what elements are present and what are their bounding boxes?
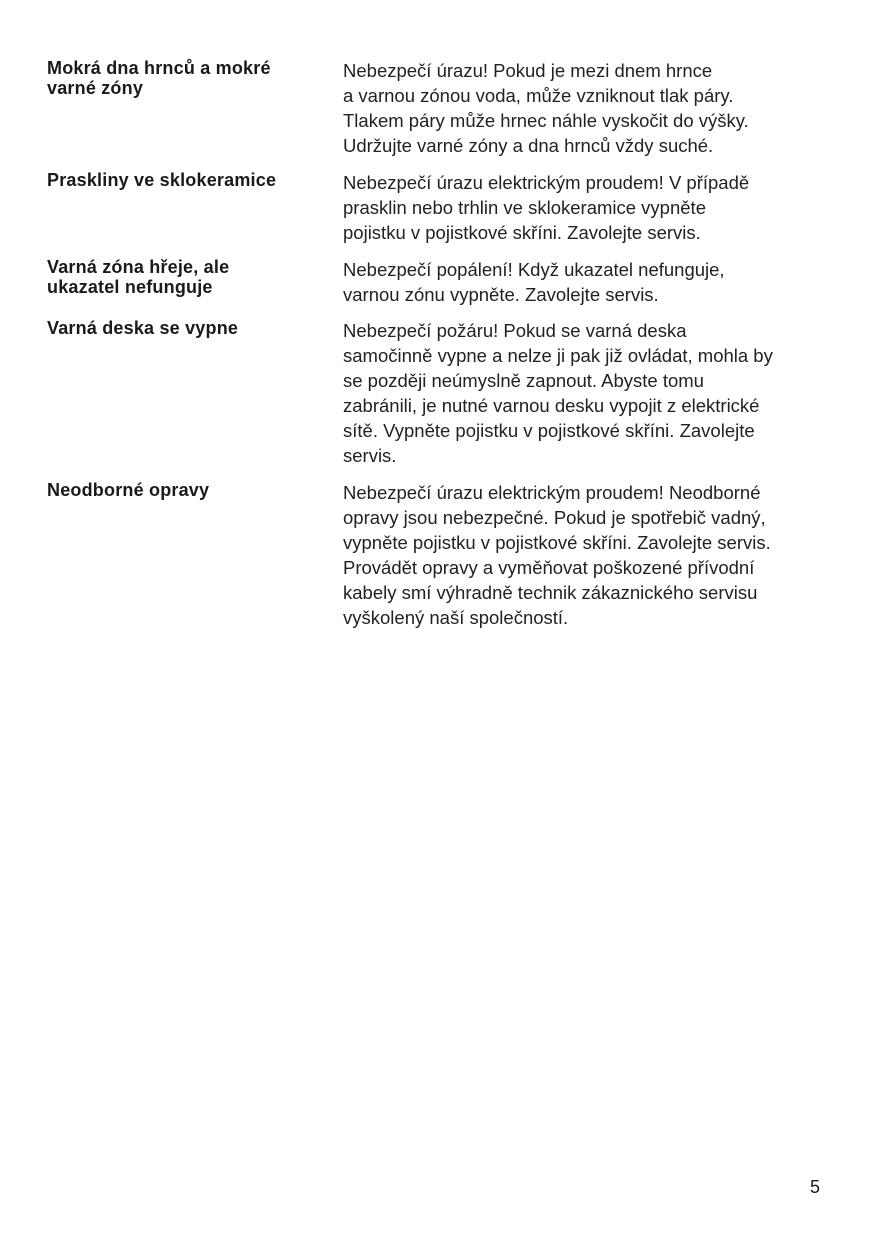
entry-text bbox=[343, 170, 838, 245]
entry-heading bbox=[47, 318, 327, 338]
entry-text bbox=[343, 318, 838, 468]
entry-heading bbox=[47, 58, 327, 98]
heading-line: ukazatel nefunguje bbox=[47, 277, 213, 297]
text-line: a varnou zónou voda, může vzniknout tlak páry. bbox=[343, 85, 734, 106]
heading-line: Varná deska se vypne bbox=[47, 318, 239, 338]
text-line: Nebezpečí popálení! Když ukazatel nefunguje, bbox=[343, 259, 725, 280]
entry-text bbox=[343, 257, 838, 307]
text-line: samočinně vypne a nelze ji pak již ovládat, mohla by bbox=[343, 345, 773, 366]
text-line: Nebezpečí úrazu! Pokud je mezi dnem hrnce bbox=[343, 60, 713, 81]
text-line: Tlakem páry může hrnec náhle vyskočit do výšky. bbox=[343, 110, 749, 131]
text-line: opravy jsou nebezpečné. Pokud je spotřebič vadný, bbox=[343, 507, 766, 528]
text-line: Provádět opravy a vyměňovat poškozené přívodní bbox=[343, 557, 755, 578]
heading-line: Praskliny ve sklokeramice bbox=[47, 170, 277, 190]
text-line: Nebezpečí úrazu elektrickým proudem! V případě bbox=[343, 172, 750, 193]
text-line: servis. bbox=[343, 445, 397, 466]
page-number: 5 bbox=[809, 1177, 820, 1197]
text-line: varnou zónu vypněte. Zavolejte servis. bbox=[343, 284, 659, 305]
heading-line: varné zóny bbox=[47, 78, 144, 98]
entry-heading bbox=[47, 480, 327, 500]
entry-heading bbox=[47, 170, 327, 190]
text-line: vyškolený naší společností. bbox=[343, 607, 569, 628]
heading-line: Mokrá dna hrnců a mokré bbox=[47, 58, 271, 78]
heading-line: Neodborné opravy bbox=[47, 480, 210, 500]
text-line: Nebezpečí požáru! Pokud se varná deska bbox=[343, 320, 687, 341]
entry-heading bbox=[47, 257, 327, 297]
text-line: Nebezpečí úrazu elektrickým proudem! Neodborné bbox=[343, 482, 761, 503]
heading-line: Varná zóna hřeje, ale bbox=[47, 257, 230, 277]
text-line: se později neúmyslně zapnout. Abyste tomu bbox=[343, 370, 704, 391]
text-line: prasklin nebo trhlin ve sklokeramice vypněte bbox=[343, 197, 706, 218]
text-line: sítě. Vypněte pojistku v pojistkové skříni. Zavolejte bbox=[343, 420, 755, 441]
text-line: pojistku v pojistkové skříni. Zavolejte servis. bbox=[343, 222, 701, 243]
text-line: kabely smí výhradně technik zákaznického servisu bbox=[343, 582, 758, 603]
entry-text bbox=[343, 58, 838, 158]
entry-text bbox=[343, 480, 838, 630]
text-line: vypněte pojistku v pojistkové skříni. Zavolejte servis. bbox=[343, 532, 771, 553]
text-line: Udržujte varné zóny a dna hrnců vždy suché. bbox=[343, 135, 714, 156]
text-line: zabránili, je nutné varnou desku vypojit z elektrické bbox=[343, 395, 760, 416]
